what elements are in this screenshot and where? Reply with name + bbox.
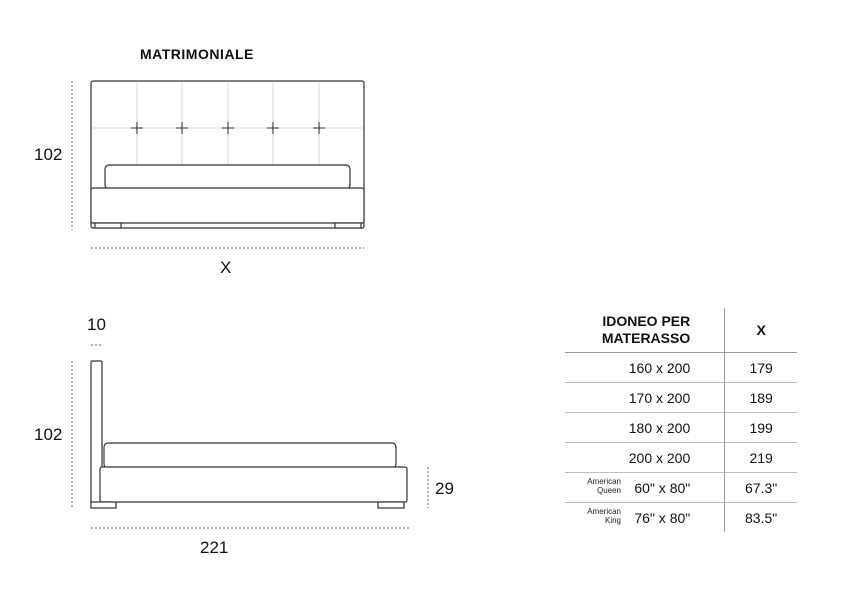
side-mattress — [104, 443, 396, 468]
front-height-label: 102 — [34, 145, 63, 164]
american-king-label — [565, 507, 621, 525]
mattress-size: 170 x 200 — [565, 383, 725, 413]
header-line-2: MATERASSO — [601, 330, 691, 346]
mattress-size: 160 x 200 — [565, 353, 725, 383]
side-base-height-label: 29 — [435, 479, 454, 498]
side-view-bed — [91, 361, 407, 508]
side-foot-left — [91, 502, 116, 508]
mattress-size-american-queen — [565, 473, 725, 503]
side-foot-right — [378, 502, 404, 508]
x-value: 189 — [725, 383, 797, 413]
table-header-row — [565, 308, 797, 353]
front-view-title: MATRIMONIALE — [140, 46, 254, 62]
label-line-2: King — [604, 516, 621, 525]
label-line-1: American — [587, 507, 621, 516]
table-row — [565, 383, 797, 413]
front-base — [91, 188, 364, 223]
x-value: 219 — [725, 443, 797, 473]
american-queen-label — [565, 477, 621, 495]
side-headboard-thickness-label: 10 — [87, 315, 106, 334]
table-row — [565, 353, 797, 383]
front-foot-right — [335, 223, 361, 228]
front-width-label: X — [220, 258, 232, 277]
table-row — [565, 443, 797, 473]
table-header-mattress — [565, 308, 725, 353]
table-row — [565, 503, 797, 533]
table-header-x: X — [725, 308, 797, 353]
table-row — [565, 473, 797, 503]
x-value: 199 — [725, 413, 797, 443]
header-line-1: IDONEO PER — [602, 313, 691, 329]
mattress-size: 200 x 200 — [565, 443, 725, 473]
mattress-size-table — [565, 308, 797, 532]
table-row — [565, 413, 797, 443]
x-value: 67.3" — [725, 473, 797, 503]
label-line-1: American — [587, 477, 621, 486]
mattress-size: 76" x 80" — [634, 509, 691, 526]
side-height-label: 102 — [34, 425, 63, 444]
side-base — [100, 467, 407, 502]
mattress-size: 180 x 200 — [565, 413, 725, 443]
x-value: 179 — [725, 353, 797, 383]
front-mattress — [105, 165, 350, 189]
label-line-2: Queen — [596, 486, 621, 495]
front-view-bed — [91, 81, 364, 228]
mattress-size-american-king — [565, 503, 725, 533]
side-length-label: 221 — [200, 538, 229, 557]
front-foot-left — [95, 223, 121, 228]
x-value: 83.5" — [725, 503, 797, 533]
mattress-size: 60" x 80" — [634, 479, 691, 496]
